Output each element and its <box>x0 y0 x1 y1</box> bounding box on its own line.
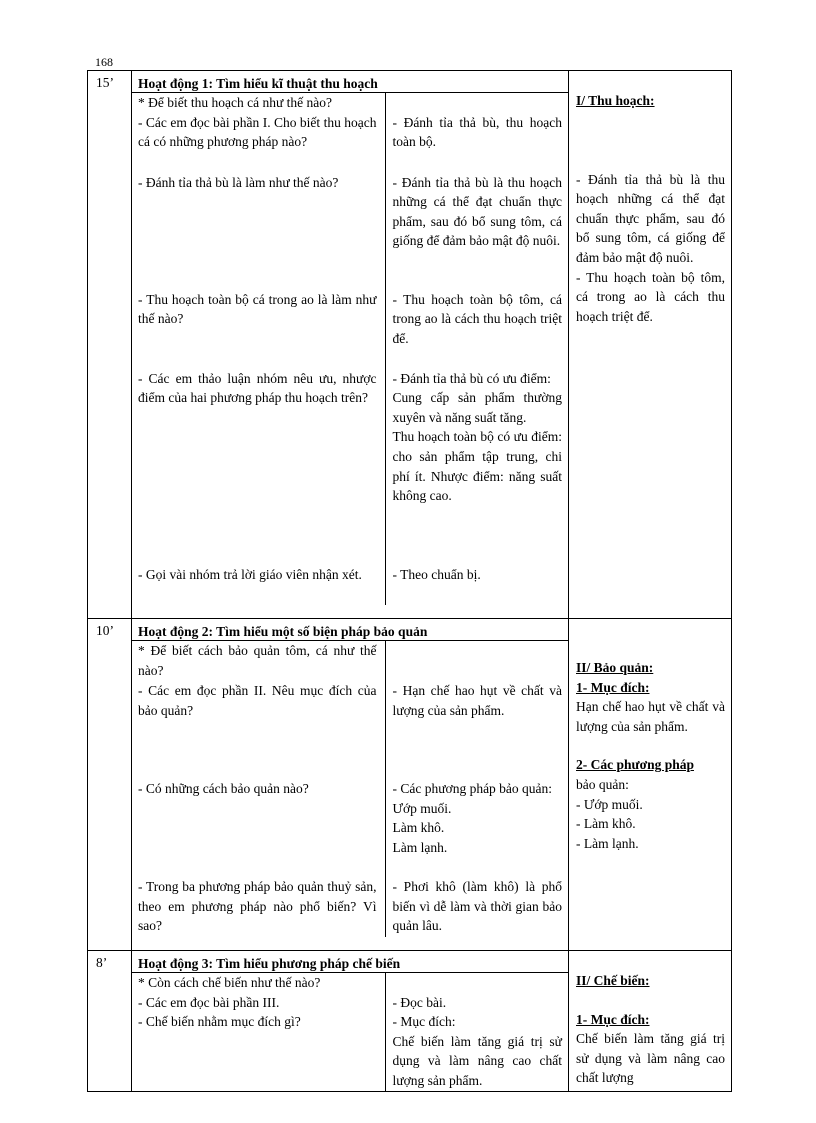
qa-row <box>132 173 568 290</box>
student-text: - Các phương pháp bảo quản: Ướp muối. Làm khô. Làm lạnh. <box>385 779 568 877</box>
student-text: - Hạn chế hao hụt về chất và lượng của sản phẩm. <box>385 681 568 779</box>
qa-row <box>132 641 568 681</box>
note-title: II/ Chế biến: <box>576 973 650 988</box>
teacher-text: * Để biết cách bảo quản tôm, cá như thế nào? <box>138 643 377 678</box>
time-cell: 8’ <box>96 955 108 970</box>
teacher-text: - Thu hoạch toàn bộ cá trong ao là làm như thế nào? <box>138 291 377 327</box>
activity-content <box>132 641 568 937</box>
qa-row <box>132 113 568 173</box>
student-text: - Đọc bài. <box>385 993 568 1013</box>
qa-row <box>132 877 568 937</box>
note-text: bảo quản: - Ướp muối. - Làm khô. - Làm lạnh. <box>576 776 643 851</box>
qa-row <box>132 779 568 877</box>
qa-row <box>132 993 568 1013</box>
note-text: Chế biến làm tăng giá trị sử dụng và làm nâng cao chất lượng <box>576 1031 725 1086</box>
note-subtitle: 2- Các phương pháp <box>576 757 694 773</box>
note-subtitle: 1- Mục đích: <box>576 1011 650 1027</box>
teacher-text: - Các em thảo luận nhóm nêu ưu, nhược điểm của hai phương pháp thu hoạch trên? <box>138 370 377 406</box>
teacher-text: - Trong ba phương pháp bảo quản thuỷ sản, theo em phương pháp nào phổ biến? Vì sao? <box>138 879 377 934</box>
student-text: - Mục đích: Chế biến làm tăng giá trị sử dụng và làm nâng cao chất lượng sản phẩm. <box>385 1012 568 1090</box>
teacher-text: - Các em đọc bài phần III. <box>138 994 280 1010</box>
time-cell: 10’ <box>96 623 114 638</box>
teacher-text: - Đánh tỉa thả bù là làm như thế nào? <box>138 174 339 190</box>
note-title: II/ Bảo quản: <box>576 660 654 675</box>
lesson-plan-table <box>87 70 732 1092</box>
note-text: - Thu hoạch toàn bộ tôm, cá trong ao là cách thu hoạch triệt để. <box>576 269 725 324</box>
student-text <box>385 973 568 993</box>
note-text: - Đánh tỉa thả bù là thu hoạch những cá thể đạt chuẩn thực phẩm, sau đó bổ sung tôm, cá giống để đảm bảo mật độ nuôi. <box>576 171 725 265</box>
time-cell: 15’ <box>96 75 114 90</box>
note-text: Hạn chế hao hụt về chất và lượng của sản phẩm. <box>576 699 725 734</box>
student-text <box>385 641 568 681</box>
qa-row <box>132 1012 568 1090</box>
activity-heading: Hoạt động 2: Tìm hiểu một số biện pháp bảo quản <box>132 619 568 641</box>
student-text: - Đánh tỉa thả bù, thu hoạch toàn bộ. <box>385 113 568 173</box>
activity-content <box>132 93 568 605</box>
teacher-text: - Chế biến nhằm mục đích gì? <box>138 1014 301 1030</box>
qa-row <box>132 565 568 605</box>
activity-heading: Hoạt động 1: Tìm hiểu kĩ thuật thu hoạch <box>132 71 568 93</box>
qa-row <box>132 369 568 565</box>
qa-row <box>132 681 568 779</box>
teacher-text: - Có những cách bảo quản nào? <box>138 781 309 796</box>
teacher-text: * Để biết thu hoạch cá như thế nào? <box>138 95 332 110</box>
qa-row <box>132 973 568 993</box>
student-text <box>385 93 568 113</box>
note-subtitle: 1- Mục đích: <box>576 679 650 695</box>
section-row-1 <box>88 71 732 619</box>
section-row-3 <box>88 951 732 1092</box>
teacher-text: * Còn cách chế biến như thế nào? <box>138 975 321 990</box>
teacher-text: - Gọi vài nhóm trả lời giáo viên nhận xét. <box>138 566 362 582</box>
activity-heading: Hoạt động 3: Tìm hiểu phương pháp chế biến <box>132 951 568 973</box>
student-text: - Thu hoạch toàn bộ tôm, cá trong ao là cách thu hoạch triệt để. <box>385 290 568 369</box>
student-text: - Phơi khô (làm khô) là phổ biến vì dễ làm và thời gian bảo quản lâu. <box>385 877 568 937</box>
qa-row <box>132 290 568 369</box>
qa-row <box>132 93 568 113</box>
activity-content <box>132 973 568 1091</box>
teacher-text: - Các em đọc phần II. Nêu mục đích của bảo quản? <box>138 683 377 718</box>
section-row-2 <box>88 619 732 951</box>
teacher-text: - Các em đọc bài phần I. Cho biết thu hoạch cá có những phương pháp nào? <box>138 114 377 150</box>
student-text: - Đánh tỉa thả bù là thu hoạch những cá thể đạt chuẩn thực phẩm, sau đó bổ sung tôm, cá giống để đảm bảo mật độ nuôi. <box>385 173 568 290</box>
student-text: - Đánh tỉa thả bù có ưu điểm: Cung cấp sản phẩm thường xuyên và năng suất tăng. Thu hoạch toàn bộ có ưu điểm: cho sản phẩm tập trung, chi phí ít. Nhược điểm: năng suất không cao. <box>385 369 568 565</box>
student-text: - Theo chuẩn bị. <box>385 565 568 605</box>
note-title: I/ Thu hoạch: <box>576 93 655 108</box>
page-number: 168 <box>95 55 113 69</box>
